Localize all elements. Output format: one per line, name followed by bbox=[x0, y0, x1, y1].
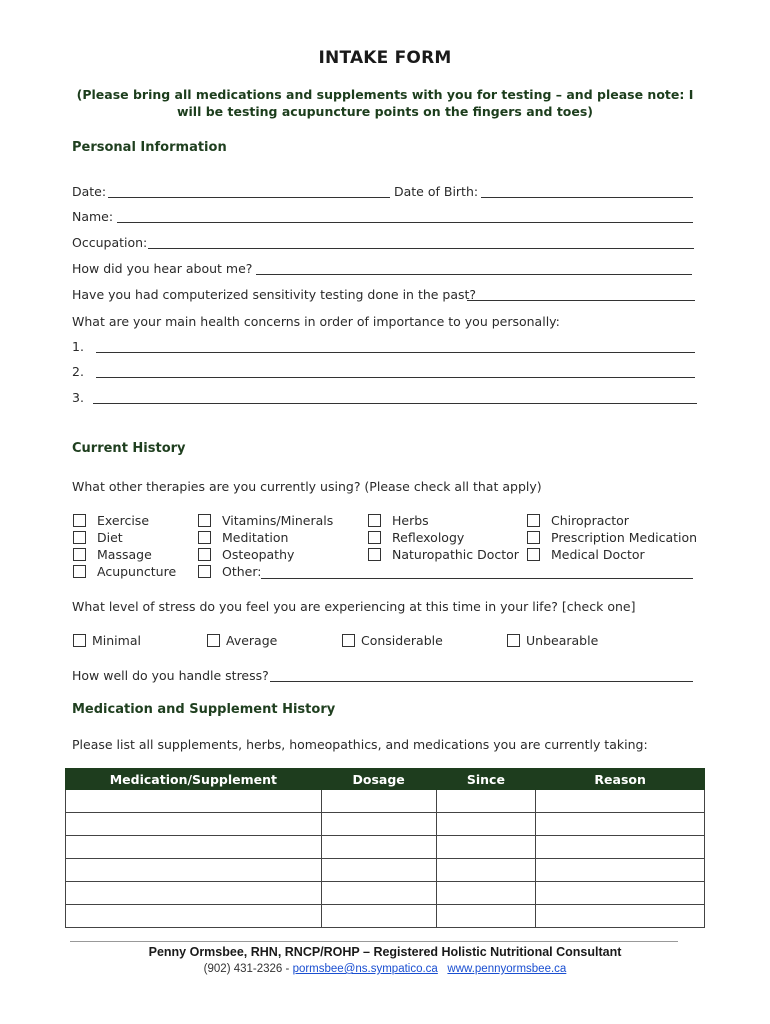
subtitle-line-1: (Please bring all medications and supplements with you for testing – and please note: I bbox=[76, 87, 694, 102]
other-label: Other: bbox=[222, 564, 262, 579]
table-cell[interactable] bbox=[66, 905, 322, 928]
therapies-question: What other therapies are you currently using? (Please check all that apply) bbox=[72, 479, 542, 494]
osteopathy-checkbox[interactable] bbox=[198, 548, 211, 561]
date-field[interactable] bbox=[108, 197, 390, 198]
herbs-checkbox[interactable] bbox=[368, 514, 381, 527]
stress-average-label: Average bbox=[226, 633, 278, 648]
diet-label: Diet bbox=[97, 530, 123, 545]
table-cell[interactable] bbox=[321, 813, 436, 836]
column-header-since: Since bbox=[436, 769, 536, 790]
naturopathic-doctor-checkbox[interactable] bbox=[368, 548, 381, 561]
footer-divider bbox=[70, 941, 678, 942]
osteopathy-label: Osteopathy bbox=[222, 547, 295, 562]
dob-field[interactable] bbox=[481, 197, 693, 198]
table-row bbox=[66, 790, 705, 813]
table-cell[interactable] bbox=[321, 905, 436, 928]
stress-considerable-checkbox[interactable] bbox=[342, 634, 355, 647]
footer-contact bbox=[0, 963, 770, 975]
handle-stress-field[interactable] bbox=[270, 681, 693, 682]
footer-separator: - bbox=[282, 963, 293, 975]
name-label: Name: bbox=[72, 209, 114, 224]
medication-history-heading: Medication and Supplement History bbox=[72, 702, 336, 717]
prescription-medication-checkbox[interactable] bbox=[527, 531, 540, 544]
table-cell[interactable] bbox=[536, 859, 705, 882]
chiropractor-checkbox[interactable] bbox=[527, 514, 540, 527]
table-cell[interactable] bbox=[66, 813, 322, 836]
concern-number-1: 1. bbox=[72, 339, 84, 354]
medical-doctor-checkbox[interactable] bbox=[527, 548, 540, 561]
stress-unbearable-checkbox[interactable] bbox=[507, 634, 520, 647]
personal-info-heading: Personal Information bbox=[72, 140, 227, 155]
occupation-label: Occupation: bbox=[72, 235, 148, 250]
stress-average-checkbox[interactable] bbox=[207, 634, 220, 647]
table-cell[interactable] bbox=[436, 905, 536, 928]
form-title: INTAKE FORM bbox=[318, 48, 452, 68]
table-cell[interactable] bbox=[536, 790, 705, 813]
current-history-heading: Current History bbox=[72, 441, 186, 456]
footer-practitioner-name: Penny Ormsbee, RHN, RNCP/ROHP – Registered Holistic Nutritional Consultant bbox=[148, 945, 622, 959]
table-cell[interactable] bbox=[536, 813, 705, 836]
acupuncture-label: Acupuncture bbox=[97, 564, 177, 579]
meditation-checkbox[interactable] bbox=[198, 531, 211, 544]
table-row bbox=[66, 836, 705, 859]
handle-stress-label: How well do you handle stress? bbox=[72, 668, 269, 683]
sensitivity-testing-label: Have you had computerized sensitivity testing done in the past? bbox=[72, 287, 477, 302]
concern-number-3: 3. bbox=[72, 390, 84, 405]
naturopathic-doctor-label: Naturopathic Doctor bbox=[392, 547, 519, 562]
other-checkbox[interactable] bbox=[198, 565, 211, 578]
stress-unbearable-label: Unbearable bbox=[526, 633, 599, 648]
medication-table bbox=[65, 768, 705, 928]
date-label: Date: bbox=[72, 184, 107, 199]
table-cell[interactable] bbox=[536, 905, 705, 928]
table-cell[interactable] bbox=[436, 790, 536, 813]
table-cell[interactable] bbox=[536, 836, 705, 859]
table-row bbox=[66, 859, 705, 882]
medication-instruction: Please list all supplements, herbs, homeopathics, and medications you are currently taking: bbox=[72, 737, 648, 752]
stress-considerable-label: Considerable bbox=[361, 633, 443, 648]
hear-about-label: How did you hear about me? bbox=[72, 261, 253, 276]
meditation-label: Meditation bbox=[222, 530, 289, 545]
column-header-dosage: Dosage bbox=[321, 769, 436, 790]
reflexology-checkbox[interactable] bbox=[368, 531, 381, 544]
table-cell[interactable] bbox=[321, 882, 436, 905]
table-cell[interactable] bbox=[321, 859, 436, 882]
table-cell[interactable] bbox=[66, 859, 322, 882]
table-cell[interactable] bbox=[436, 836, 536, 859]
diet-checkbox[interactable] bbox=[73, 531, 86, 544]
massage-label: Massage bbox=[97, 547, 152, 562]
dob-label: Date of Birth: bbox=[394, 184, 479, 199]
chiropractor-label: Chiropractor bbox=[551, 513, 629, 528]
exercise-label: Exercise bbox=[97, 513, 150, 528]
column-header-medication: Medication/Supplement bbox=[66, 769, 322, 790]
hear-about-field[interactable] bbox=[256, 274, 692, 275]
table-cell[interactable] bbox=[66, 836, 322, 859]
medical-doctor-label: Medical Doctor bbox=[551, 547, 645, 562]
concern-number-2: 2. bbox=[72, 364, 84, 379]
stress-minimal-label: Minimal bbox=[92, 633, 141, 648]
other-field[interactable] bbox=[261, 578, 693, 579]
stress-question: What level of stress do you feel you are experiencing at this time in your life? [check one] bbox=[72, 599, 636, 614]
concern-field-3[interactable] bbox=[93, 403, 697, 404]
acupuncture-checkbox[interactable] bbox=[73, 565, 86, 578]
table-cell[interactable] bbox=[436, 813, 536, 836]
table-cell[interactable] bbox=[321, 836, 436, 859]
sensitivity-testing-field[interactable] bbox=[467, 300, 695, 301]
exercise-checkbox[interactable] bbox=[73, 514, 86, 527]
concern-field-2[interactable] bbox=[96, 377, 695, 378]
footer-website-link[interactable]: www.pennyormsbee.ca bbox=[447, 963, 567, 975]
health-concerns-label: What are your main health concerns in order of importance to you personally: bbox=[72, 314, 560, 329]
table-cell[interactable] bbox=[66, 882, 322, 905]
stress-minimal-checkbox[interactable] bbox=[73, 634, 86, 647]
name-field[interactable] bbox=[117, 222, 693, 223]
column-header-reason: Reason bbox=[536, 769, 705, 790]
vitamins-minerals-checkbox[interactable] bbox=[198, 514, 211, 527]
table-cell[interactable] bbox=[321, 790, 436, 813]
occupation-field[interactable] bbox=[148, 248, 694, 249]
prescription-medication-label: Prescription Medication bbox=[551, 530, 698, 545]
table-row bbox=[66, 813, 705, 836]
table-header-row bbox=[66, 769, 705, 790]
form-subtitle bbox=[60, 86, 710, 120]
herbs-label: Herbs bbox=[392, 513, 429, 528]
concern-field-1[interactable] bbox=[96, 352, 695, 353]
massage-checkbox[interactable] bbox=[73, 548, 86, 561]
vitamins-minerals-label: Vitamins/Minerals bbox=[222, 513, 334, 528]
reflexology-label: Reflexology bbox=[392, 530, 465, 545]
footer-phone: (902) 431-2326 bbox=[203, 963, 283, 975]
subtitle-line-2: will be testing acupuncture points on the fingers and toes) bbox=[176, 104, 594, 119]
table-cell[interactable] bbox=[66, 790, 322, 813]
table-row bbox=[66, 882, 705, 905]
table-cell[interactable] bbox=[436, 859, 536, 882]
table-row bbox=[66, 905, 705, 928]
table-cell[interactable] bbox=[436, 882, 536, 905]
footer-email-link[interactable]: pormsbee@ns.sympatico.ca bbox=[292, 963, 438, 975]
table-cell[interactable] bbox=[536, 882, 705, 905]
